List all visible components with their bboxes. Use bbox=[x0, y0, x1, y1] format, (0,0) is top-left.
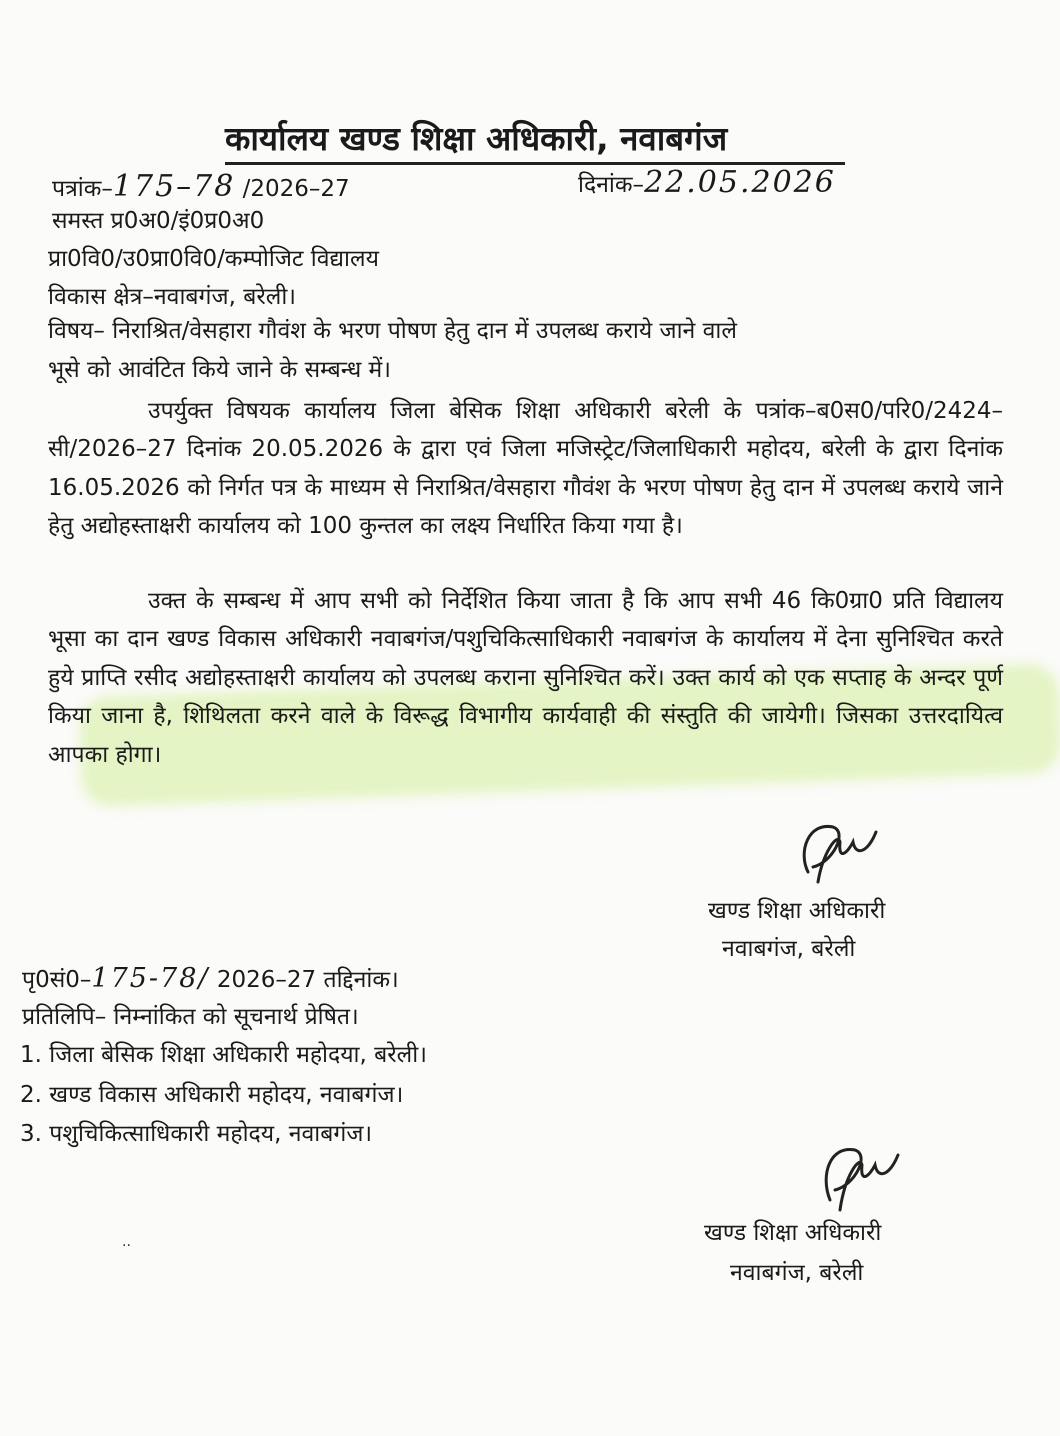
office-title: कार्यालय खण्ड शिक्षा अधिकारी, नवाबगंज bbox=[225, 118, 845, 165]
signature-image-2 bbox=[800, 1130, 910, 1220]
signature-image-1 bbox=[778, 812, 888, 892]
ref-prefix: पत्रांक– bbox=[52, 176, 113, 202]
subject-line-1: विषय– निराश्रित/वेसहारा गौवंश के भरण पोषण हेतु दान में उपलब्ध कराये जाने वाले bbox=[48, 318, 737, 344]
ref-number: 175–78 bbox=[112, 169, 236, 204]
signature-2-designation: खण्ड शिक्षा अधिकारी bbox=[704, 1220, 882, 1246]
copy-list-item: 2. खण्ड विकास अधिकारी महोदय, नवाबगंज। bbox=[20, 1082, 404, 1108]
date-value: 22.05.2026 bbox=[644, 165, 836, 200]
copy-ref-prefix: पृ0सं0– bbox=[22, 967, 92, 993]
body-paragraph-1: उपर्युक्त विषयक कार्यालय जिला बेसिक शिक्षा अधिकारी बरेली के पत्रांक–ब0स0/परि0/2424–सी/2026–27 दिनांक 20.05.2026 के द्वारा एवं जिला मजिस्ट्रेट/जिलाधिकारी महोदय, बरेली के द्वारा दिनांक 16.05.2026 को निर्गत पत्र के माध्यम से निराश्रित/वेसहारा गौवंश के भरण पोषण हेतु दान में उपलब्ध कराये जाने हेतु अद्योहस्ताक्षरी कार्यालय को 100 कुन्तल का लक्ष्य निर्धारित किया गया है। bbox=[48, 398, 1003, 540]
copy-ref-number: 175-78/ bbox=[91, 963, 210, 994]
copy-ref-year: 2026–27 bbox=[216, 967, 317, 993]
signature-2-place: नवाबगंज, बरेली bbox=[730, 1260, 864, 1286]
reference-line bbox=[52, 169, 350, 204]
ref-year: /2026–27 bbox=[242, 176, 350, 202]
copy-heading: प्रतिलिपि– निम्नांकित को सूचनार्थ प्रेषित। bbox=[22, 1004, 359, 1030]
addressee-line-1: समस्त प्र0अ0/इं0प्र0अ0 bbox=[52, 208, 265, 234]
addressee-line-3: विकास क्षेत्र–नवाबगंज, बरेली। bbox=[48, 284, 297, 310]
subject-line-2: भूसे को आवंटित किये जाने के सम्बन्ध में। bbox=[48, 357, 392, 383]
copy-reference-line bbox=[22, 964, 399, 995]
copy-list-item: 3. पशुचिकित्साधिकारी महोदय, नवाबगंज। bbox=[20, 1121, 373, 1147]
body-paragraph-2: उक्त के सम्बन्ध में आप सभी को निर्देशित किया जाता है कि आप सभी 46 कि0ग्रा0 प्रति विद्यालय भूसा का दान खण्ड विकास अधिकारी नवाबगंज/पशुचिकित्साधिकारी नवाबगंज के कार्यालय में देना सुनिश्चित करते हुये प्राप्ति रसीद अद्योहस्ताक्षरी कार्यालय को उपलब्ध कराना सुनिश्चित करें। उक्त कार्य को एक सप्ताह के अन्दर पूर्ण किया जाना है, शिथिलता करने वाले के विरूद्ध विभागीय कार्यवाही की संस्तुति की जायेगी। जिसका उत्तरदायित्व आपका होगा। bbox=[48, 588, 1003, 768]
copy-list-item: 1. जिला बेसिक शिक्षा अधिकारी महोदया, बरेली। bbox=[20, 1042, 427, 1068]
signature-1-place: नवाबगंज, बरेली bbox=[722, 936, 856, 962]
copy-ref-suffix: तद्दिनांक। bbox=[323, 967, 399, 993]
date-line bbox=[578, 165, 836, 200]
date-prefix: दिनांक– bbox=[578, 172, 645, 198]
speck-mark: ·· bbox=[122, 1238, 131, 1254]
addressee-line-2: प्रा0वि0/उ0प्रा0वि0/कम्पोजिट विद्यालय bbox=[48, 246, 379, 272]
signature-1-designation: खण्ड शिक्षा अधिकारी bbox=[708, 898, 886, 924]
